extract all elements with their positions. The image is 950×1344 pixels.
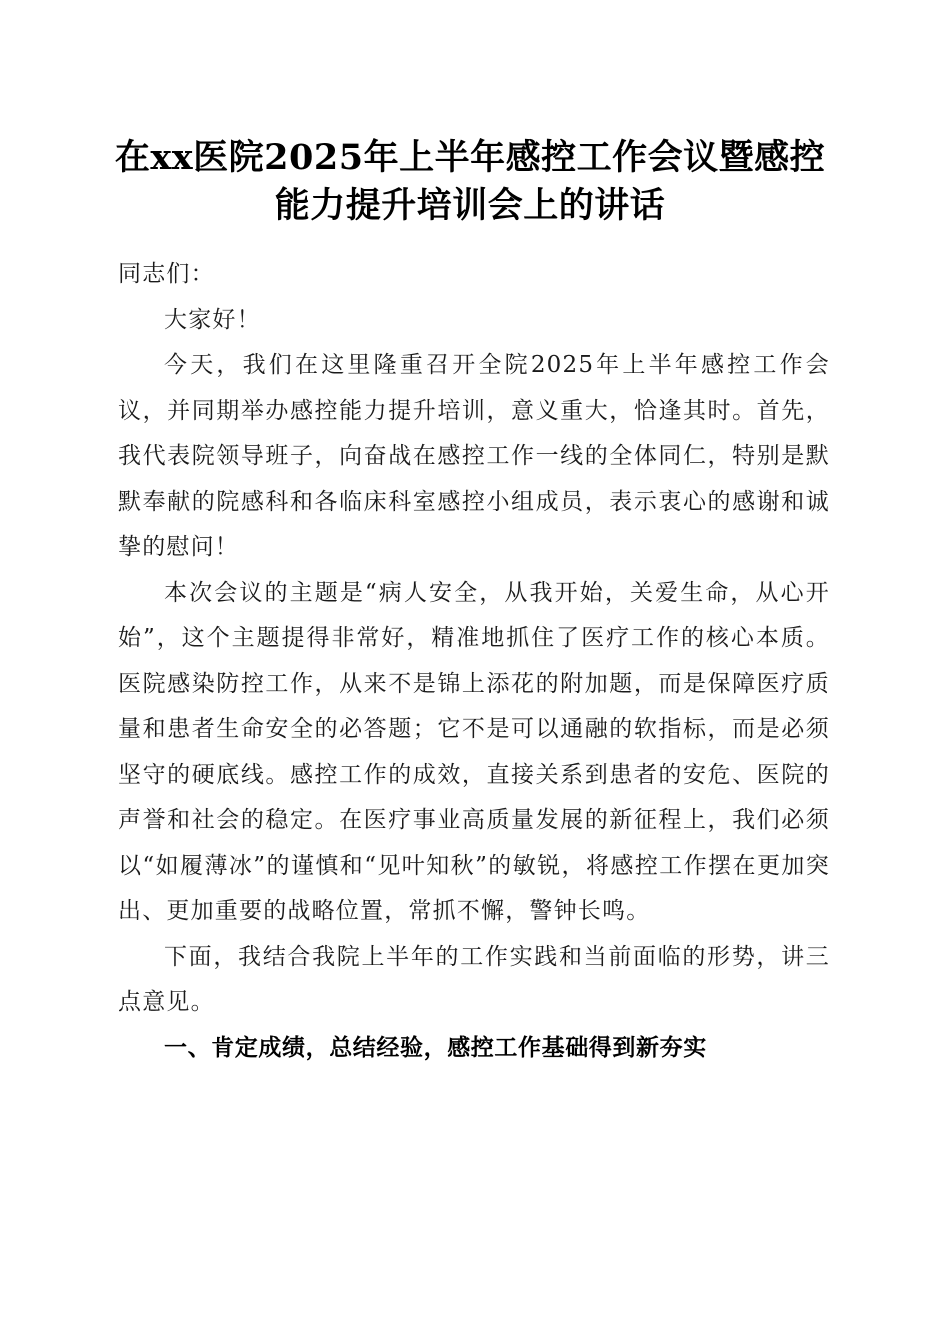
document-body bbox=[118, 252, 830, 1071]
title-line-2: 能力提升培训会上的讲话 bbox=[274, 185, 666, 226]
greeting-paragraph: 大家好！ bbox=[164, 306, 261, 333]
title-line-1: 在xx医院2025年上半年感控工作会议暨感控 bbox=[114, 137, 826, 178]
paragraph-theme: 本次会议的主题是“病人安全，从我开始，关爱生命，从心开始”，这个主题提得非常好，精准地抓住了医疗工作的核心本质。医院感染防控工作，从来不是锦上添花的附加题，而是保障医疗质量和患者生命安全的必答题；它不是可以通融的软指标，而是必须坚守的硬底线。感控工作的成效，直接关系到患者的安危、医院的声誉和社会的稳定。在医疗事业高质量发展的新征程上，我们必须以“如履薄冰”的谨慎和“见叶知秋”的敏锐，将感控工作摆在更加突出、更加重要的战略位置，常抓不懈，警钟长鸣。 bbox=[118, 579, 830, 924]
salutation: 同志们： bbox=[118, 261, 215, 287]
paragraph-opening: 今天，我们在这里隆重召开全院2025年上半年感控工作会议，并同期举办感控能力提升培训，意义重大，恰逢其时。首先，我代表院领导班子，向奋战在感控工作一线的全体同仁，特别是默默奉献的院感科和各临床科室感控小组成员，表示衷心的感谢和诚挚的慰问！ bbox=[118, 352, 830, 560]
section-heading: 一、肯定成绩，总结经验，感控工作基础得到新夯实 bbox=[164, 1034, 707, 1061]
document-title bbox=[100, 134, 840, 230]
paragraph-outline: 下面，我结合我院上半年的工作实践和当前面临的形势，讲三点意见。 bbox=[118, 943, 830, 1015]
